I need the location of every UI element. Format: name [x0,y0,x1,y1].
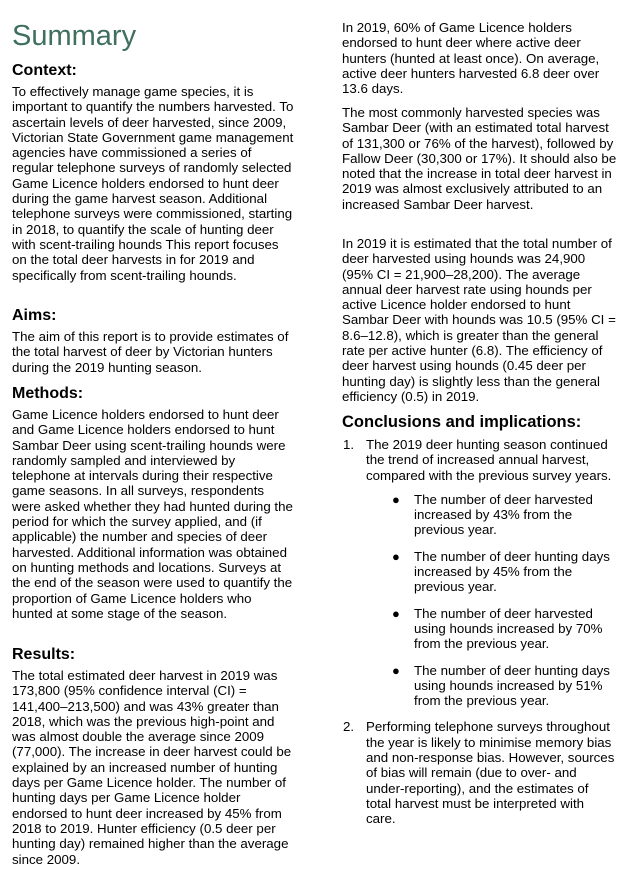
methods-section [12,384,294,621]
results-text: The total estimated deer harvest in 2019 was 173,800 (95% confidence interval (CI) = 141,400–213,500) and was 43% greater than 2018, which was the previous high-point and was almost double the average since 2009 (77,000). The increase in deer harvest could be explained by an increased number of hunting days per Game Licence holder. The number of hunting days per Game Licence holder endorsed to hunt deer increased by 45% from 2018 to 2019. Hunter efficiency (0.5 deer per hunting day) remained higher than the average since 2009. [12,668,292,867]
results-heading: Results: [12,646,76,663]
conclusion-item-1 [342,437,617,708]
conclusions-heading: Conclusions and implications: [342,413,582,431]
context-section [12,61,294,283]
conclusion-item-2 [342,719,617,826]
conclusion-number: 2. [343,719,355,735]
results-para-2: In 2019, 60% of Game Licence holders endorsed to hunt deer where active deer hunters (hunted at least once). On average, active deer hunters harvested 6.8 deer over 13.6 days. [342,20,600,97]
results-para-3: The most commonly harvested species was Sambar Deer (with an estimated total harvest of 131,300 or 76% of the harvest), followed by Fallow Deer (30,300 or 17%). It should also be noted that the increase in total deer harvest in 2019 was almost exclusively attributed to an increased Sambar Deer harvest. [342,105,617,212]
conclusion-text: Performing telephone surveys throughout the year is likely to minimise memory bias and non-response bias. However, sources of bias will remain (due to over- and under-reporting), and the estimates of total harvest must be interpreted with care. [366,719,615,827]
bullet-icon: ● [392,548,400,564]
results-para-4: In 2019 it is estimated that the total number of deer harvested using hounds was 24,900 (95% CI = 21,900–28,200). The average annual deer harvest rate using hounds per active Licence holder endorsed to hunt Sambar Deer with hounds was 10.5 (95% CI = 8.6–12.8), which is greater than the general rate per active hunter (6.8). The efficiency of deer harvest using hounds (0.45 deer per hunting day) is slightly less than the general efficiency (0.5) in 2019. [342,236,616,404]
aims-section [12,306,294,375]
context-heading: Context: [12,62,77,79]
conclusion-number: 1. [343,437,355,452]
bullet-icon: ● [392,662,400,678]
list-item [366,663,617,709]
bullet-icon: ● [392,491,400,507]
page-title: Summary [12,20,137,52]
aims-text: The aim of this report is to provide estimates of the total harvest of deer by Victorian hunters during the 2019 hunting season. [12,329,289,375]
conclusions-section [342,413,617,827]
conclusion-text: The 2019 deer hunting season continued the trend of increased annual harvest, compared with the previous survey years. [366,437,612,483]
context-text: To effectively manage game species, it is important to quantify the numbers harvested. To ascertain levels of deer harvested, since 2009, Victorian State Government game management agencies have commissioned a series of regular telephone surveys of randomly selected Game Licence holders endorsed to hunt deer during the game harvest season. Additional telephone surveys were commissioned, starting in 2018, to quantify the scale of hunting deer with scent-trailing hounds This report focuses on the total deer harvests in for 2019 and specifically from scent-trailing hounds. [12,84,294,283]
sub-item-text: The number of deer harvested increased by 43% from the previous year. [414,491,593,538]
conclusions-list [342,437,617,827]
aims-heading: Aims: [12,307,57,324]
list-item [366,606,617,652]
list-item [366,492,617,538]
list-item [366,549,617,595]
methods-heading: Methods: [12,385,84,402]
sub-item-text: The number of deer hunting days increased by 45% from the previous year. [414,548,610,595]
sub-item-text: The number of deer harvested using hounds increased by 70% from the previous year. [414,605,603,652]
results-section [12,645,294,867]
sub-item-text: The number of deer hunting days using hounds increased by 51% from the previous year. [414,662,610,709]
methods-text: Game Licence holders endorsed to hunt deer and Game Licence holders endorsed to hunt Sambar Deer using scent-trailing hounds were randomly sampled and interviewed by telephone at intervals during their respective game seasons. In all surveys, respondents were asked whether they had hunted during the period for which the survey applied, and (if applicable) the number and species of deer harvested. Additional information was obtained on hunting methods and locations. Surveys at the end of the season were used to quantify the proportion of Game Licence holders who hunted at some stage of the season. [12,407,293,621]
conclusion-sublist [366,492,617,709]
bullet-icon: ● [392,605,400,621]
